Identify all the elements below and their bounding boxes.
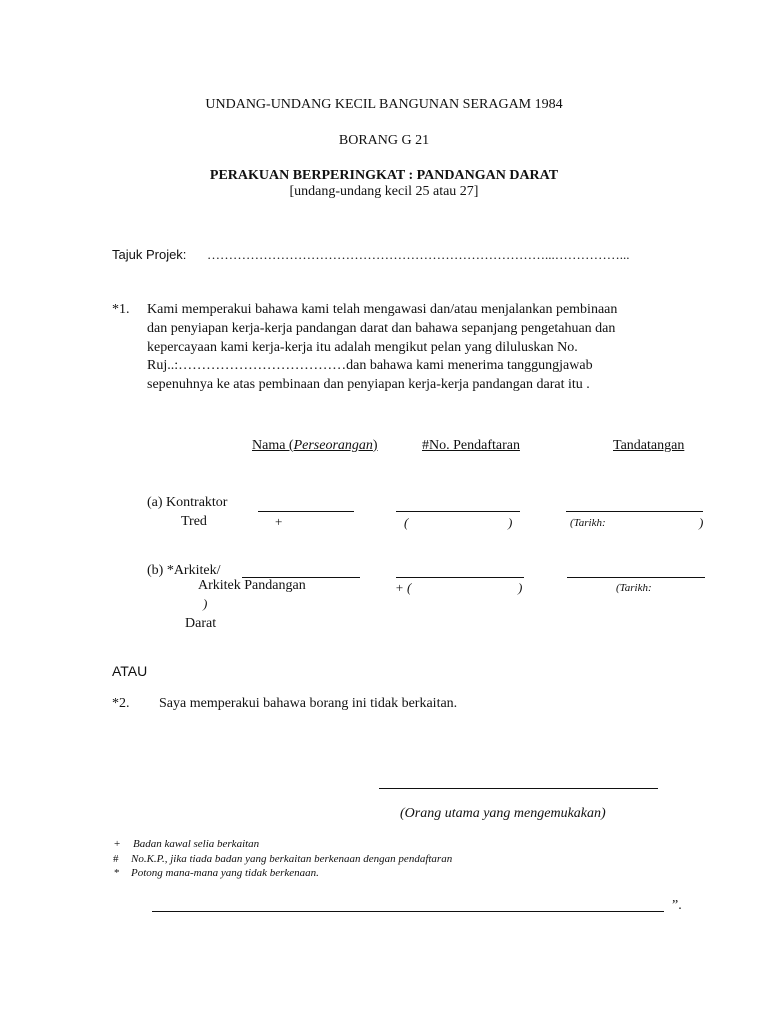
note-mark: + (114, 838, 121, 850)
clause-1-line: kepercayaan kami kerja-kerja itu adalah mengikut pelan yang diluluskan No. (147, 340, 578, 355)
column-header-signature: Tandatangan (613, 438, 685, 453)
row-a-registration-field[interactable] (396, 511, 520, 512)
note-text: Badan kawal selia berkaitan (133, 838, 260, 850)
row-b-label-continued: Darat (185, 616, 217, 631)
clause-1-line: Kami memperakui bahawa kami telah mengawasi dan/atau menjalankan pembinaan (147, 302, 618, 317)
note-mark: * (114, 867, 120, 879)
clause-2-number: *2. (112, 696, 130, 711)
row-a-label: (a) Kontraktor (147, 495, 228, 510)
row-a-date-label: (Tarikh: (570, 517, 606, 529)
row-b-registration-field[interactable] (396, 577, 524, 578)
closing-quote: ”. (672, 898, 682, 913)
signature-caption: (Orang utama yang mengemukakan) (400, 806, 606, 821)
paren-open: ( (404, 515, 409, 530)
plus-mark: + (275, 514, 283, 529)
row-b-label: (b) *Arkitek/ (147, 563, 221, 578)
document-title: UNDANG-UNDANG KECIL BANGUNAN SERAGAM 1984 (205, 97, 563, 112)
signature-line[interactable] (379, 788, 658, 789)
row-b-signature-field[interactable] (567, 577, 705, 578)
clause-1-line: dan penyiapan kerja-kerja pandangan darat dan bahawa sepanjang pengetahuan dan (147, 321, 616, 336)
row-b-label-continued: Arkitek Pandangan (198, 578, 306, 593)
form-number: BORANG G 21 (338, 133, 430, 148)
row-b-name-field[interactable] (242, 577, 360, 578)
note-text: Potong mana-mana yang tidak berkenaan. (131, 867, 319, 879)
date-paren-close: ) (203, 596, 208, 611)
column-header-name: Nama (Perseorangan) (252, 438, 378, 453)
column-header-registration: #No. Pendaftaran (422, 438, 520, 453)
note-mark: # (113, 853, 119, 865)
row-a-signature-field[interactable] (566, 511, 703, 512)
row-a-label-continued: Tred (181, 514, 207, 529)
or-divider: ATAU (112, 663, 148, 679)
paren-close: ) (508, 515, 513, 530)
clause-2-text: Saya memperakui bahawa borang ini tidak berkaitan. (159, 696, 458, 711)
plus-paren-open: + ( (395, 580, 412, 595)
clause-1-line: sepenuhnya ke atas pembinaan dan penyiapan kerja-kerja pandangan darat itu . (147, 377, 590, 392)
clause-1-line: Ruj..:………………………………dan bahawa kami menerima tanggungjawab (147, 358, 593, 373)
clause-1-number: *1. (112, 302, 130, 317)
footer-line (152, 911, 664, 912)
date-paren-close: ) (699, 515, 704, 530)
note-text: No.K.P., jika tiada badan yang berkaitan berkenaan dengan pendaftaran (131, 853, 453, 865)
row-b-date-label: (Tarikh: (616, 582, 652, 594)
paren-close: ) (518, 580, 523, 595)
project-field[interactable]: ……………………………………………………………………...……………... (207, 247, 630, 262)
row-a-name-field[interactable] (258, 511, 354, 512)
bylaw-reference: [undang-undang kecil 25 atau 27] (289, 184, 479, 199)
form-subtitle: PERAKUAN BERPERINGKAT : PANDANGAN DARAT (209, 168, 559, 183)
project-label: Tajuk Projek: (112, 247, 187, 262)
